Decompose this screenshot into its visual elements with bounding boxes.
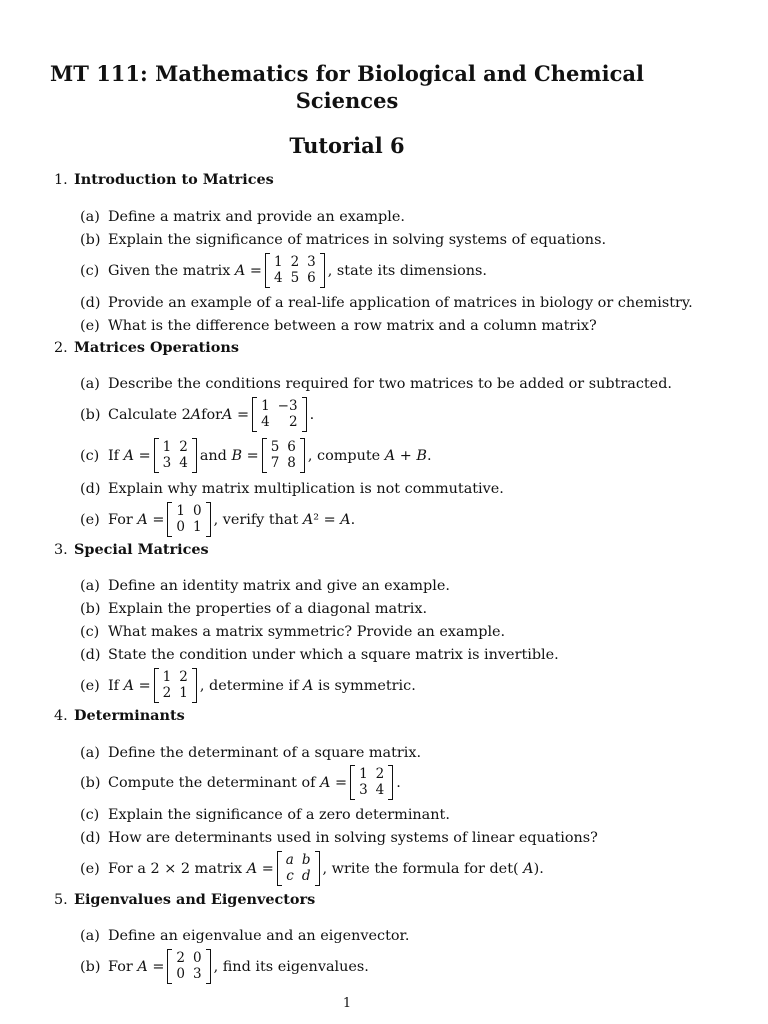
item-text: Explain the significance of a zero determinant. bbox=[108, 807, 450, 823]
matrix-entry: 0 bbox=[176, 965, 185, 982]
section-number: 4. bbox=[54, 708, 68, 724]
item-text: Explain the properties of a diagonal matrix. bbox=[108, 601, 428, 617]
matrix-entry: −3 bbox=[277, 398, 298, 414]
matrix-entry: 1 bbox=[176, 503, 185, 519]
matrix bbox=[167, 949, 210, 984]
math-var: A bbox=[303, 677, 314, 694]
item-label: (a) bbox=[80, 376, 100, 392]
item-text: Calculate 2 bbox=[108, 406, 191, 423]
matrix-entry: 4 bbox=[375, 781, 385, 798]
question-item bbox=[80, 578, 450, 594]
section-heading bbox=[54, 171, 274, 188]
question-item bbox=[80, 318, 597, 334]
item-text: How are determinants used in solving systems of linear equations? bbox=[108, 830, 598, 846]
item-text: For bbox=[108, 511, 133, 528]
matrix-entry: 3 bbox=[162, 454, 172, 471]
item-text: Explain the significance of matrices in solving systems of equations. bbox=[108, 232, 607, 248]
math-equals: = bbox=[246, 447, 259, 464]
item-text: ). bbox=[533, 860, 544, 877]
math-var: B bbox=[416, 447, 427, 464]
item-label: (e) bbox=[80, 318, 100, 334]
matrix-entry: 0 bbox=[176, 518, 185, 535]
item-text: for bbox=[201, 406, 223, 423]
item-label: (e) bbox=[80, 860, 100, 877]
section-number: 2. bbox=[54, 340, 68, 356]
math-var: A bbox=[190, 406, 202, 423]
math-var: A bbox=[123, 677, 134, 694]
matrix-entry: a bbox=[285, 852, 294, 868]
question-item bbox=[80, 253, 487, 288]
matrix bbox=[262, 438, 305, 473]
item-label: (c) bbox=[80, 447, 100, 464]
item-label: (b) bbox=[80, 601, 101, 617]
section-title: Special Matrices bbox=[74, 541, 209, 558]
item-text: , verify that bbox=[213, 511, 299, 528]
matrix-entry: b bbox=[301, 852, 311, 868]
matrix-entry: 1 bbox=[162, 439, 172, 455]
question-item bbox=[80, 209, 405, 225]
section-heading bbox=[54, 541, 209, 558]
item-label: (d) bbox=[80, 481, 101, 497]
math-expression: A + B. bbox=[384, 447, 432, 464]
page-title: MT 111: Mathematics for Biological and Chemical Sciences bbox=[50, 61, 644, 113]
matrix-entry: 2 bbox=[179, 669, 188, 685]
section-title: Introduction to Matrices bbox=[74, 171, 274, 188]
item-text: . bbox=[396, 774, 401, 791]
matrix-entry: 1 bbox=[359, 766, 368, 782]
section-heading bbox=[54, 707, 185, 724]
item-label: (c) bbox=[80, 624, 100, 640]
question-item bbox=[80, 397, 314, 432]
item-text: . bbox=[309, 406, 315, 423]
math-var: A bbox=[137, 511, 148, 528]
matrix bbox=[252, 397, 307, 432]
matrix-entry: 5 bbox=[290, 269, 300, 286]
matrix-entry: 1 bbox=[261, 398, 270, 414]
item-text: What makes a matrix symmetric? Provide an example. bbox=[108, 624, 506, 640]
math-equals: = bbox=[138, 677, 151, 694]
math-expression bbox=[303, 678, 313, 694]
math-var: A bbox=[523, 860, 534, 877]
matrix-entry: 2 bbox=[290, 254, 300, 270]
section-title: Eigenvalues and Eigenvectors bbox=[74, 891, 316, 908]
math-var: A bbox=[123, 447, 134, 464]
item-text: , find its eigenvalues. bbox=[213, 958, 369, 975]
matrix-entry: 6 bbox=[287, 439, 296, 455]
question-item bbox=[80, 295, 693, 311]
matrix-entry: 1 bbox=[192, 518, 202, 535]
math-var: A bbox=[384, 447, 396, 464]
item-text: Provide an example of a real-life application of matrices in biology or chemistry. bbox=[108, 295, 693, 311]
question-item bbox=[80, 601, 427, 617]
matrix-entry: 3 bbox=[192, 965, 202, 982]
item-text: Define the determinant of a square matrix. bbox=[108, 745, 422, 761]
section-number: 3. bbox=[54, 542, 68, 558]
matrix-entry: d bbox=[301, 867, 311, 884]
page-number: 1 bbox=[342, 996, 352, 1011]
item-text: Explain why matrix multiplication is not commutative. bbox=[108, 481, 504, 497]
matrix-entry: 0 bbox=[192, 950, 202, 966]
item-text: , write the formula for det( bbox=[322, 860, 519, 877]
item-text: For bbox=[108, 958, 133, 975]
question-item bbox=[80, 624, 505, 640]
matrix-entry: 0 bbox=[192, 503, 202, 519]
item-text: , determine if bbox=[199, 677, 299, 694]
item-text: is symmetric. bbox=[317, 677, 416, 694]
item-label: (a) bbox=[80, 578, 100, 594]
question-item bbox=[80, 928, 409, 944]
math-var: A bbox=[302, 511, 314, 528]
item-label: (d) bbox=[80, 647, 101, 663]
item-text: What is the difference between a row matrix and a column matrix? bbox=[108, 318, 597, 334]
item-text: Define a matrix and provide an example. bbox=[108, 209, 405, 225]
math-var: A bbox=[234, 262, 246, 279]
math-equals: = bbox=[152, 958, 165, 975]
matrix-entry: 1 bbox=[162, 669, 172, 685]
math-var: A bbox=[222, 406, 233, 423]
question-item bbox=[80, 745, 421, 761]
question-item bbox=[80, 949, 369, 984]
item-label: (a) bbox=[80, 209, 100, 225]
question-item bbox=[80, 376, 672, 392]
item-text: For a 2 × 2 matrix bbox=[108, 860, 243, 877]
item-label: (c) bbox=[80, 262, 100, 279]
math-var: B bbox=[231, 447, 243, 464]
question-item bbox=[80, 668, 416, 703]
matrix-entry: 4 bbox=[261, 413, 270, 430]
math-equals: = bbox=[138, 447, 151, 464]
math-equals: = bbox=[335, 774, 348, 791]
item-label: (b) bbox=[80, 774, 101, 791]
matrix-entry: 7 bbox=[270, 454, 280, 471]
item-label: (b) bbox=[80, 406, 101, 423]
matrix-entry: 5 bbox=[270, 439, 280, 455]
math-equals: = bbox=[237, 406, 250, 423]
item-label: (d) bbox=[80, 295, 101, 311]
matrix-entry: 8 bbox=[287, 454, 296, 471]
matrix-entry: 2 bbox=[176, 950, 185, 966]
item-label: (e) bbox=[80, 677, 100, 694]
question-item bbox=[80, 232, 606, 248]
item-text: Define an eigenvalue and an eigenvector. bbox=[108, 928, 410, 944]
math-var: A bbox=[246, 860, 258, 877]
math-equals: = bbox=[249, 262, 262, 279]
math-var: A bbox=[320, 774, 331, 791]
question-item bbox=[80, 647, 559, 663]
section-heading bbox=[54, 891, 315, 908]
question-item bbox=[80, 807, 450, 823]
question-item bbox=[80, 502, 355, 537]
matrix-entry: 2 bbox=[288, 413, 298, 430]
matrix-entry: 2 bbox=[162, 684, 172, 701]
item-text: and bbox=[199, 447, 227, 464]
item-label: (b) bbox=[80, 232, 101, 248]
item-text: , state its dimensions. bbox=[327, 262, 487, 279]
matrix bbox=[167, 502, 210, 537]
matrix-entry: 4 bbox=[273, 269, 283, 286]
question-item bbox=[80, 765, 401, 800]
item-label: (a) bbox=[80, 745, 100, 761]
question-item bbox=[80, 830, 598, 846]
matrix bbox=[154, 438, 197, 473]
math-equals: = bbox=[152, 511, 165, 528]
item-label: (b) bbox=[80, 958, 101, 975]
matrix-entry: c bbox=[286, 867, 294, 884]
section-number: 5. bbox=[54, 892, 68, 908]
item-text: If bbox=[108, 677, 120, 694]
math-expression bbox=[523, 861, 533, 877]
matrix bbox=[154, 668, 197, 703]
matrix bbox=[350, 765, 393, 800]
matrix-entry: 3 bbox=[359, 781, 368, 798]
item-text: Given the matrix bbox=[108, 262, 231, 279]
math-var: A bbox=[340, 511, 351, 528]
item-text: Define an identity matrix and give an example. bbox=[108, 578, 450, 594]
matrix-entry: 2 bbox=[179, 439, 188, 455]
item-text: , compute bbox=[307, 447, 381, 464]
tutorial-heading: Tutorial 6 bbox=[289, 133, 405, 158]
matrix-entry: 3 bbox=[307, 254, 316, 270]
matrix-entry: 2 bbox=[375, 766, 385, 782]
item-text: If bbox=[108, 447, 120, 464]
section-number: 1. bbox=[54, 172, 68, 188]
matrix bbox=[265, 253, 325, 288]
item-label: (e) bbox=[80, 511, 100, 528]
item-text: Describe the conditions required for two matrices to be added or subtracted. bbox=[108, 376, 672, 392]
item-label: (d) bbox=[80, 830, 101, 846]
matrix-entry: 6 bbox=[307, 269, 316, 286]
question-item bbox=[80, 851, 544, 886]
matrix bbox=[277, 851, 320, 886]
math-equals: = bbox=[261, 860, 274, 877]
item-label: (a) bbox=[80, 928, 100, 944]
item-text: Compute the determinant of bbox=[108, 774, 316, 791]
section-heading bbox=[54, 339, 239, 356]
matrix-entry: 1 bbox=[273, 254, 283, 270]
matrix-entry: 1 bbox=[179, 684, 188, 701]
math-expression: A² = A. bbox=[302, 511, 356, 528]
matrix-entry: 4 bbox=[179, 454, 188, 471]
item-text: State the condition under which a square matrix is invertible. bbox=[108, 647, 559, 663]
math-var: A bbox=[137, 958, 148, 975]
question-item bbox=[80, 481, 504, 497]
section-title: Matrices Operations bbox=[74, 339, 239, 356]
section-title: Determinants bbox=[74, 707, 185, 724]
item-label: (c) bbox=[80, 807, 100, 823]
question-item bbox=[80, 438, 432, 473]
